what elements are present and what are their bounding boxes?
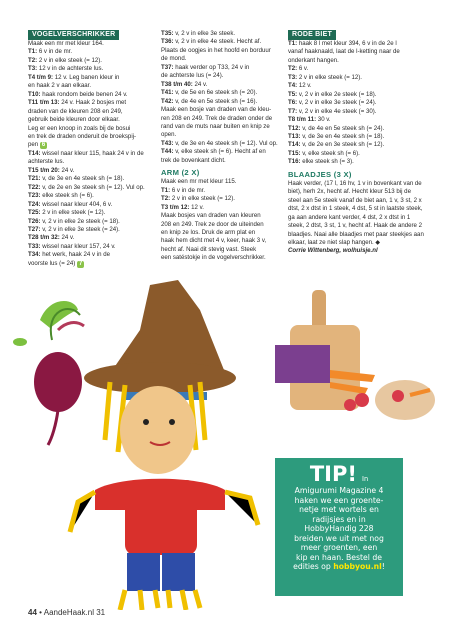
line-text: Leg er een knoop in zoals bij de bosui xyxy=(28,124,131,132)
pattern-line xyxy=(161,178,281,186)
line-text: v, 2 v in elke 3e steek (= 24). xyxy=(40,225,120,233)
line-text: Plaats de oogjes in het hoofd en borduur xyxy=(161,46,271,54)
round-label: T15 t/m 20: xyxy=(28,166,60,174)
pattern-line xyxy=(28,65,156,73)
pattern-line xyxy=(161,30,281,38)
line-text: haak rondom beide benen 24 v. xyxy=(40,90,128,98)
round-label: T1: xyxy=(288,40,298,47)
line-text: v, de 3e en 4e steek sh (= 18). xyxy=(40,175,125,183)
tip-title-suffix: In xyxy=(362,475,369,483)
step-number-badge: 7 xyxy=(78,260,83,267)
pattern-line xyxy=(28,125,156,133)
round-label: T13: xyxy=(288,132,301,140)
line-text: gebruik beide kleuren door elkaar. xyxy=(28,116,120,124)
round-label: T25: xyxy=(28,209,41,217)
pattern-lines-arm xyxy=(161,178,281,263)
line-text: 6 v in de mr. xyxy=(37,48,73,56)
line-text: wissel naar kleur 157, 24 v. xyxy=(40,242,116,250)
round-label: T23: xyxy=(28,192,41,200)
pattern-line xyxy=(161,106,281,114)
line-text: haak 8 l met kleur 394, 6 v in de 2e l xyxy=(297,40,397,47)
line-text: 24 v. Haak 2 bosjes met xyxy=(59,99,127,107)
line-text: 2 v in elke steek (= 12). xyxy=(37,56,103,64)
pattern-line xyxy=(288,99,424,107)
line-text: v, 2 v in elke 3e steek (= 24). xyxy=(297,99,377,107)
line-text: v, 2 v in elke 4e steek. Hecht af. xyxy=(173,38,262,46)
line-text: v, de 2e en 3e steek sh (= 12). xyxy=(300,141,385,149)
round-label: T36: xyxy=(161,38,174,46)
hobbyou-link[interactable]: hobbyou.nl xyxy=(333,562,382,571)
line-text: Maak een mr met kleur 115. xyxy=(161,178,237,186)
line-text: ren 208 en 249. Trek de draden onder de xyxy=(161,114,273,122)
pattern-lines-rode-biet xyxy=(288,40,424,167)
pattern-line xyxy=(161,115,281,123)
pattern-line xyxy=(161,157,281,165)
line-text: en knip ze los. Druk de arm plat en xyxy=(161,228,256,236)
pattern-line xyxy=(288,141,424,149)
line-text: 12 v. xyxy=(189,203,204,211)
end-bullet: ◆ xyxy=(375,238,381,246)
round-label: T43: xyxy=(161,139,174,147)
pattern-line xyxy=(161,246,281,254)
line-text: rand van de muts naar buiten en knip ze xyxy=(161,122,270,130)
pattern-line xyxy=(161,237,281,245)
line-text: achterste lus. xyxy=(28,158,65,166)
pattern-line xyxy=(28,57,156,65)
round-label: T2: xyxy=(161,195,171,203)
line-text: Maak een mr met kleur 164. xyxy=(28,40,104,47)
round-label: T14: xyxy=(28,149,41,157)
line-text: voorste lus (= 24) xyxy=(28,259,76,267)
round-label: T26: xyxy=(28,217,41,225)
line-text: wissel naar kleur 115, haak 24 v in de xyxy=(40,149,144,157)
pattern-line xyxy=(28,74,156,82)
line-text: vanaf haaknaald, laat de l-ketting naar de xyxy=(288,48,400,56)
pattern-line xyxy=(28,141,156,149)
pattern-line xyxy=(28,226,156,234)
line-text: 12 v. xyxy=(297,82,312,90)
step-number-badge: 6 xyxy=(41,142,46,149)
pattern-line xyxy=(28,260,156,268)
pattern-line xyxy=(28,243,156,251)
tip-line: meer groenten, een xyxy=(300,543,378,552)
column-1 xyxy=(28,30,156,268)
round-label: T7: xyxy=(288,107,298,115)
pattern-line xyxy=(288,82,424,90)
beet-illustration xyxy=(13,301,84,445)
pattern-line xyxy=(288,40,424,48)
tip-title: TIP! xyxy=(309,462,357,486)
line-text: onderkant hangen. xyxy=(288,56,339,64)
line-text: Maak een bosje van draden van de kleu- xyxy=(161,106,272,114)
tip-line: haken we een groente- xyxy=(294,495,384,505)
line-text: wissel naar kleur 404, 6 v. xyxy=(40,200,113,208)
pattern-line xyxy=(288,65,424,73)
line-text: haak verder op T33, 24 v in xyxy=(173,63,250,71)
line-text: pen xyxy=(28,141,39,149)
line-text: 2 v in elke steek (= 12). xyxy=(40,209,106,217)
section-heading-arm: ARM (2 X) xyxy=(161,168,200,178)
scarecrow-illustration xyxy=(70,280,258,610)
round-label: T21: xyxy=(28,175,41,183)
pattern-line xyxy=(288,133,424,141)
line-text: 12 v. Leg banen kleur in xyxy=(53,73,120,81)
pattern-line xyxy=(288,125,424,133)
pattern-line xyxy=(28,99,156,107)
round-label: T14: xyxy=(288,141,301,149)
line-text: elke steek sh (= 3). xyxy=(300,158,354,166)
line-text: 24 v. xyxy=(59,166,75,174)
line-text: v, de 4e en 5e steek sh (= 16). xyxy=(173,97,258,105)
line-text: v, de 5e en 6e steek sh (= 20). xyxy=(173,89,258,97)
round-label: T2: xyxy=(28,56,38,64)
pattern-line xyxy=(161,229,281,237)
line-text: v, 2 v in elke 2e steek (= 18). xyxy=(297,90,377,98)
author-signature: Corrie Wittenberg, wolhuisje.nl xyxy=(288,247,378,255)
pattern-line xyxy=(161,55,281,63)
line-text: v, de 2e en 3e steek sh (= 12). Vul op. xyxy=(40,183,145,191)
line-text: v, de 3e en 4e steek sh (= 18). xyxy=(300,132,385,140)
tip-line: netje met wortels en xyxy=(299,505,379,514)
line-text: het werk, haak 24 v in de xyxy=(40,251,110,259)
pattern-line xyxy=(161,81,281,89)
pattern-line xyxy=(288,116,424,124)
pattern-line xyxy=(161,72,281,80)
pattern-line xyxy=(288,158,424,166)
tip-line: breiden we uit met nog xyxy=(294,533,384,543)
pattern-line xyxy=(288,57,424,65)
line-text: een satéstokje in de vogelverschrikker. xyxy=(161,254,266,262)
pattern-line xyxy=(28,218,156,226)
line-text: v, 2 v in elke 4e steek (= 30). xyxy=(297,107,377,115)
pattern-line xyxy=(161,64,281,72)
blaadjes-paragraph: Haak verder, (17 l, 16 hv, 1 v in bovenkant van de biet), herh 2x, hecht af. Hecht kleur 513 bij de steel aan 5e steek vanaf de biet aan, 1 v, 3 st, 2 x dtst, 2 x dtst in 1 steek, 4 dst, 5 st in laatste steek, ga aan andere kant verder, 4 dst, 2 x dtst in 1 steek, 2 dtst, 3 st, 1 v, hecht af. Haak de andere 2 blaadjes. Naai alle blaadjes met paar steekjes aan elkaar, laat ze niet slap hangen. ◆ xyxy=(288,179,424,246)
pattern-line xyxy=(161,254,281,262)
line-text: Maak bosjes van draden van kleuren xyxy=(161,212,261,220)
pattern-line xyxy=(288,150,424,158)
round-label: T2: xyxy=(288,65,298,73)
line-text: 208 en 249. Trek ze door de uiteinden xyxy=(161,220,264,228)
round-label: T38 t/m 40: xyxy=(161,80,193,88)
pattern-line xyxy=(288,48,424,56)
column-2 xyxy=(161,30,281,263)
pattern-line xyxy=(161,89,281,97)
line-text: 2 v in elke steek (= 12). xyxy=(170,195,236,203)
round-label: T6: xyxy=(288,99,298,107)
footer-separator: • xyxy=(39,608,42,617)
line-text: v, elke steek sh (= 6). Hecht af en xyxy=(173,148,266,156)
line-text: 24 v. xyxy=(192,80,208,88)
round-label: T35: xyxy=(161,30,174,37)
pattern-line xyxy=(161,212,281,220)
pattern-line xyxy=(161,47,281,55)
pattern-line xyxy=(288,74,424,82)
pattern-line xyxy=(28,184,156,192)
pattern-line xyxy=(28,175,156,183)
round-label: T44: xyxy=(161,148,174,156)
pattern-line xyxy=(28,209,156,217)
pattern-line xyxy=(161,195,281,203)
pattern-line xyxy=(28,133,156,141)
pattern-line xyxy=(161,148,281,156)
pattern-line xyxy=(161,204,281,212)
line-text: open. xyxy=(161,131,177,139)
round-label: T10: xyxy=(28,90,41,98)
round-label: T4 t/m 9: xyxy=(28,73,54,81)
round-label: T1: xyxy=(161,186,171,194)
round-label: T16: xyxy=(288,158,301,166)
round-label: T3: xyxy=(288,73,298,81)
line-text: v, de 4e en 5e steek sh (= 24). xyxy=(300,124,385,132)
pattern-line xyxy=(161,131,281,139)
pattern-line xyxy=(161,221,281,229)
round-label: T27: xyxy=(28,225,41,233)
tip-box xyxy=(275,458,403,596)
pattern-line xyxy=(288,91,424,99)
pattern-line xyxy=(161,38,281,46)
round-label: T3: xyxy=(28,65,38,73)
pattern-line xyxy=(161,140,281,148)
line-text: 2 v in elke steek (= 12). xyxy=(297,73,363,81)
round-label: T5: xyxy=(288,90,298,98)
line-text: v, de 3e en 4e steek sh (= 12). Vul op. xyxy=(173,139,278,147)
pattern-line xyxy=(288,108,424,116)
section-heading-vogelverschrikker: VOGELVERSCHRIKKER xyxy=(28,30,119,40)
line-text: 6 v. xyxy=(297,65,309,73)
line-text: 30 v. xyxy=(316,116,331,124)
tip-line: edities op hobbyou.nl! xyxy=(293,562,385,571)
round-label: T41: xyxy=(161,89,174,97)
pattern-line xyxy=(161,123,281,131)
section-heading-rode-biet: RODE BIET xyxy=(288,30,336,40)
round-label: T4: xyxy=(288,82,298,90)
round-label: T1: xyxy=(28,48,38,56)
page-number: 44 xyxy=(28,608,37,617)
pattern-lines-vogelverschrikker xyxy=(28,40,156,268)
line-text: 12 v in de achterste lus. xyxy=(37,65,104,73)
pattern-line xyxy=(28,40,156,48)
round-label: T8 t/m 11: xyxy=(288,116,317,124)
line-text: hecht af. Naai dit stevig vast. Steek xyxy=(161,245,257,253)
line-text: haak hem dicht met 4 v, keer, haak 3 v, xyxy=(161,237,267,245)
tip-line: HobbyHandig 228 xyxy=(304,524,374,533)
line-text: de mond. xyxy=(161,55,187,63)
tip-line: radijsjes en in xyxy=(312,514,366,524)
pattern-line xyxy=(28,108,156,116)
line-text: v, 2 v in elke 2e steek (= 18). xyxy=(40,217,120,225)
line-text: en trek de draden onderuit de broekspij- xyxy=(28,132,137,140)
round-label: T15: xyxy=(288,149,301,157)
round-label: T24: xyxy=(28,200,41,208)
pattern-line xyxy=(28,201,156,209)
page-footer xyxy=(28,608,105,617)
line-text: de achterste lus (= 24). xyxy=(161,72,224,80)
line-text: trek de bovenkant dicht. xyxy=(161,156,226,164)
round-label: T12: xyxy=(288,124,301,132)
publication-name: AandeHaak.nl 31 xyxy=(43,608,106,617)
round-label: T11 t/m 13: xyxy=(28,99,60,107)
line-text: v, elke steek sh (= 6). xyxy=(300,149,360,157)
pattern-line xyxy=(28,150,156,158)
pattern-line xyxy=(28,48,156,56)
round-label: T33: xyxy=(28,242,41,250)
section-heading-blaadjes: BLAADJES (3 X) xyxy=(288,169,352,179)
pattern-lines-continued xyxy=(161,30,281,165)
line-text: draden van de kleuren 208 en 249, xyxy=(28,107,123,115)
line-text: en haak 2 v aan elkaar. xyxy=(28,82,92,90)
pattern-line xyxy=(28,192,156,200)
round-label: T42: xyxy=(161,97,174,105)
line-text: elke steek sh (= 6). xyxy=(40,192,94,200)
tip-line: kip en haan. Bestel de xyxy=(296,552,382,562)
round-label: T22: xyxy=(28,183,41,191)
round-label: T28 t/m 32: xyxy=(28,234,60,242)
pattern-line xyxy=(28,158,156,166)
tip-line: Amigurumi Magazine 4 xyxy=(294,486,384,495)
pattern-line xyxy=(28,82,156,90)
column-3 xyxy=(288,30,424,256)
line-text: 6 v in de mr. xyxy=(170,186,206,194)
pattern-line xyxy=(28,234,156,242)
round-label: T37: xyxy=(161,63,174,71)
round-label: T3 t/m 12: xyxy=(161,203,190,211)
round-label: T34: xyxy=(28,251,41,259)
pattern-line xyxy=(28,91,156,99)
line-text: v, 2 v in elke 3e steek. xyxy=(173,30,236,37)
pattern-line xyxy=(28,116,156,124)
line-text: 24 v. xyxy=(59,234,75,242)
pattern-line xyxy=(28,251,156,259)
pattern-line xyxy=(161,98,281,106)
vegetable-board-illustration xyxy=(275,290,435,420)
pattern-line xyxy=(28,167,156,175)
pattern-line xyxy=(161,187,281,195)
